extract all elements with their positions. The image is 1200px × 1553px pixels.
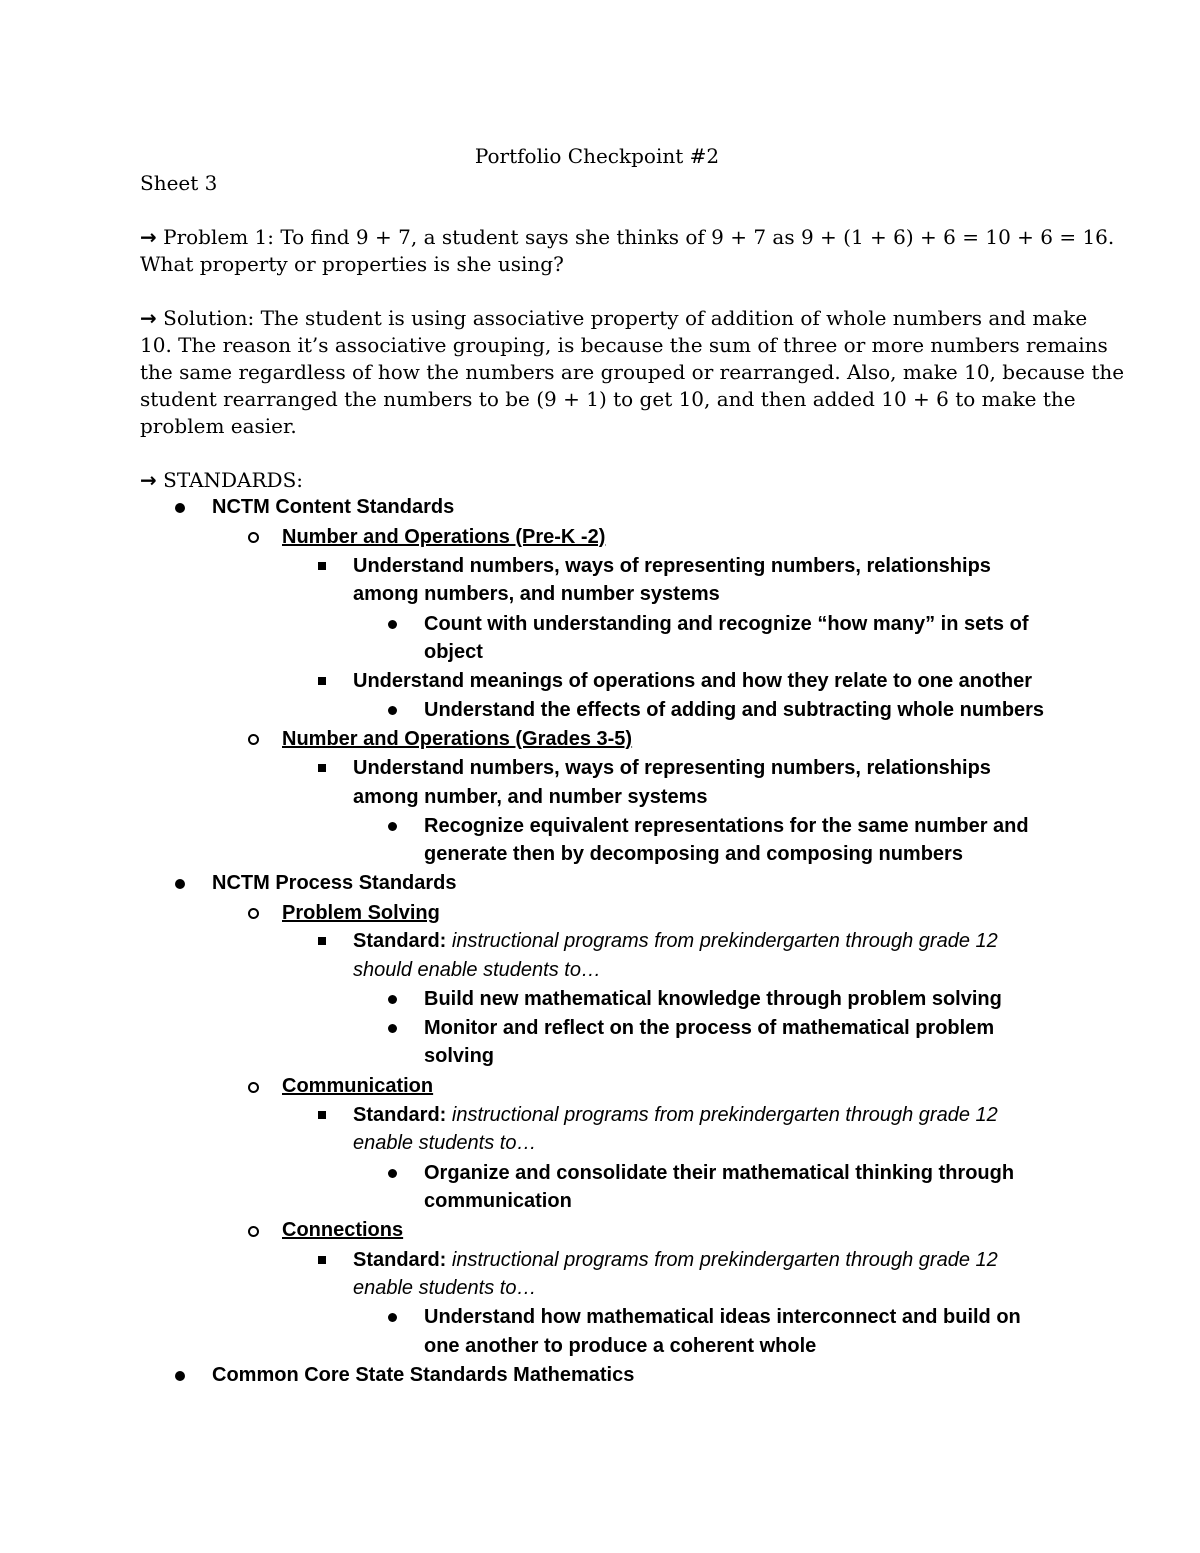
bullet-disc-icon [388, 706, 397, 715]
list-item: Build new mathematical knowledge through problem solving [424, 988, 1002, 1010]
list-item-cont: among number, and number systems [353, 786, 708, 808]
standard-line [353, 1102, 998, 1129]
standard-text-cont: enable students to… [353, 1132, 537, 1154]
arrow-icon: → [140, 468, 157, 492]
bullet-disc-icon [388, 1024, 397, 1033]
standard-line [353, 1247, 998, 1274]
standard-text: instructional programs from prekindergarten through grade 12 [446, 1249, 998, 1271]
bullet-disc-icon [175, 879, 185, 889]
arrow-icon: → [140, 306, 157, 330]
section-connections: Connections [282, 1219, 404, 1241]
solution-line-3: the same regardless of how the numbers are grouped or rearranged. Also, make 10, because the [140, 360, 1125, 384]
nctm-content-label: NCTM Content Standards [212, 496, 455, 518]
list-item: Count with understanding and recognize “how many” in sets of [424, 613, 1029, 635]
solution-line-5: problem easier. [140, 414, 297, 438]
bullet-disc-icon [388, 995, 397, 1004]
standard-line [353, 928, 998, 955]
section-number-operations-prek2: Number and Operations (Pre-K -2) [282, 526, 606, 548]
list-item: Monitor and reflect on the process of mathematical problem [424, 1017, 995, 1039]
list-item: Understand the effects of adding and subtracting whole numbers [424, 699, 1045, 721]
section-number-operations-3-5: Number and Operations (Grades 3-5) [282, 728, 633, 750]
bullet-square-icon [318, 764, 326, 772]
list-item: Understand numbers, ways of representing numbers, relationships [353, 555, 991, 577]
bullet-disc-icon [175, 503, 185, 513]
solution-text-1: Solution: The student is using associative property of addition of whole numbers and make [156, 306, 1088, 330]
bullet-disc-icon [388, 620, 397, 629]
list-item: Recognize equivalent representations for the same number and [424, 815, 1029, 837]
standard-text: instructional programs from prekindergarten through grade 12 [446, 1104, 998, 1126]
problem-line-2: What property or properties is she using? [140, 252, 564, 276]
standard-prefix: Standard: [353, 1249, 447, 1271]
standards-heading [140, 467, 303, 494]
nctm-process-label: NCTM Process Standards [212, 872, 457, 894]
standard-prefix: Standard: [353, 1104, 447, 1126]
bullet-disc-icon [388, 1313, 397, 1322]
bullet-square-icon [318, 562, 326, 570]
standards-heading-text: STANDARDS: [156, 468, 304, 492]
solution-line-1 [140, 305, 1087, 332]
standard-text: instructional programs from prekindergarten through grade 12 [446, 930, 998, 952]
list-item-cont: generate then by decomposing and composing numbers [424, 843, 963, 865]
bullet-circle-icon [248, 532, 259, 543]
list-item-cont: communication [424, 1190, 572, 1212]
bullet-circle-icon [248, 734, 259, 745]
solution-line-2: 10. The reason it’s associative grouping, is because the sum of three or more numbers remains [140, 333, 1108, 357]
arrow-icon: → [140, 225, 157, 249]
solution-line-4: student rearranged the numbers to be (9 + 1) to get 10, and then added 10 + 6 to make the [140, 387, 1076, 411]
section-problem-solving: Problem Solving [282, 902, 440, 924]
bullet-circle-icon [248, 908, 259, 919]
bullet-disc-icon [388, 822, 397, 831]
sheet-label: Sheet 3 [140, 171, 218, 195]
list-item: Understand meanings of operations and how they relate to one another [353, 670, 1032, 692]
bullet-square-icon [318, 677, 326, 685]
bullet-circle-icon [248, 1082, 259, 1093]
list-item: Understand numbers, ways of representing numbers, relationships [353, 757, 991, 779]
bullet-disc-icon [175, 1371, 185, 1381]
page-title: Portfolio Checkpoint #2 [474, 144, 720, 168]
standard-text-cont: should enable students to… [353, 959, 601, 981]
problem-text-1: Problem 1: To find 9 + 7, a student says she thinks of 9 + 7 as 9 + (1 + 6) + 6 = 10 + 6 = 16. [156, 225, 1115, 249]
bullet-disc-icon [388, 1169, 397, 1178]
list-item-cont: one another to produce a coherent whole [424, 1335, 817, 1357]
bullet-square-icon [318, 1111, 326, 1119]
list-item: Organize and consolidate their mathematical thinking through [424, 1162, 1015, 1184]
ccss-label: Common Core State Standards Mathematics [212, 1364, 635, 1386]
list-item-cont: object [424, 641, 483, 663]
bullet-square-icon [318, 937, 326, 945]
list-item: Understand how mathematical ideas interconnect and build on [424, 1306, 1021, 1328]
standard-text-cont: enable students to… [353, 1277, 537, 1299]
list-item-cont: among numbers, and number systems [353, 583, 720, 605]
standard-prefix: Standard: [353, 930, 447, 952]
bullet-circle-icon [248, 1226, 259, 1237]
problem-line-1 [140, 224, 1114, 251]
bullet-square-icon [318, 1256, 326, 1264]
section-communication: Communication [282, 1075, 434, 1097]
list-item-cont: solving [424, 1045, 495, 1067]
